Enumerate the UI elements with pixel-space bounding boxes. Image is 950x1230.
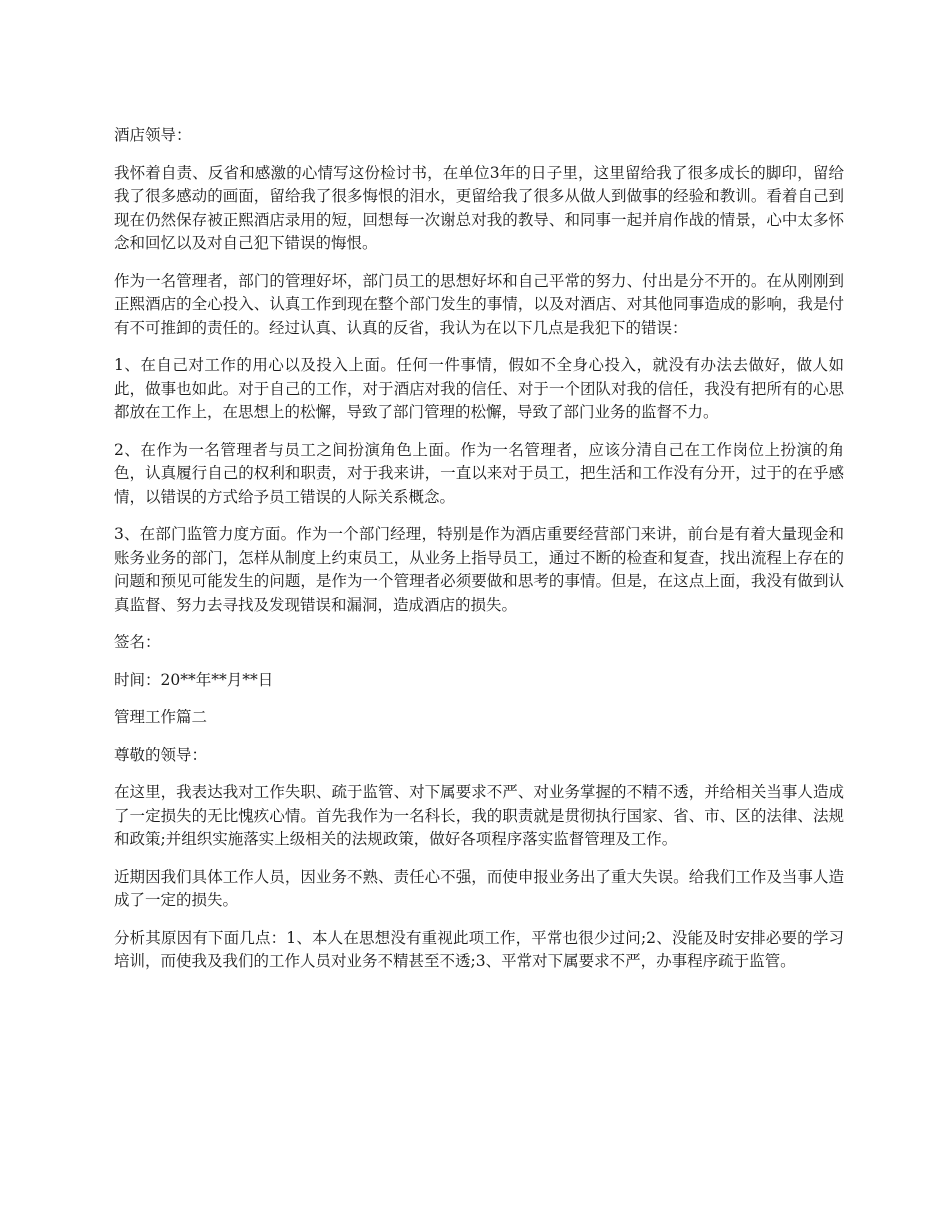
salutation-hotel-leader: 酒店领导： [114, 126, 192, 144]
paragraph-point-3: 3、在部门监管力度方面。作为一个部门经理，特别是作为酒店重要经营部门来讲，前台是有着大量现金和账务业务的部门，怎样从制度上约束员工，从业务上指导员工，通过不断的检查和复查，找出流程上存在的问题和预见可能发生的问题，是作为一个管理者必须要做和思考的事情。但是，在这点上面，我没有做到认真监督、努力去寻找及发现错误和漏洞，造成酒店的损失。 [114, 525, 844, 614]
paragraph-recent-issue: 近期因我们具体工作人员，因业务不熟、责任心不强，而使申报业务出了重大失误。给我们工作及当事人造成了一定的损失。 [114, 867, 844, 909]
salutation-respected-leader: 尊敬的领导： [114, 745, 208, 764]
paragraph-point-2: 2、在作为一名管理者与员工之间扮演角色上面。作为一名管理者，应该分清自己在工作岗位上扮演的角色，认真履行自己的权利和职责，对于我来讲，一直以来对于员工，把生活和工作没有分开，过于的在乎感情，以错误的方式给予员工错误的人际关系概念。 [114, 440, 844, 506]
document-body [114, 124, 844, 988]
paragraph-analysis: 分析其原因有下面几点：1、本人在思想没有重视此项工作，平常也很少过问;2、没能及时安排必要的学习培训，而使我及我们的工作人员对业务不精甚至不透;3、平常对下属要求不严，办事程序疏于监管。 [114, 928, 844, 970]
section-heading: 管理工作篇二 [114, 708, 208, 726]
date-line: 时间：20**年**月**日 [114, 670, 274, 689]
signature-line: 签名： [114, 633, 161, 651]
paragraph-point-1: 1、在自己对工作的用心以及投入上面。任何一件事情，假如不全身心投入，就没有办法去做好，做人如此，做事也如此。对于自己的工作，对于酒店对我的信任、对于一个团队对我的信任，我没有把所有的心思都放在工作上，在思想上的松懈，导致了部门管理的松懈，导致了部门业务的监督不力。 [114, 356, 844, 421]
paragraph-manager-responsibility: 作为一名管理者，部门的管理好坏，部门员工的思想好坏和自己平常的努力、付出是分不开的。在从刚刚到正熙酒店的全心投入、认真工作到现在整个部门发生的事情，以及对酒店、对其他同事造成的影响，我是付有不可推卸的责任的。经过认真、认真的反省，我认为在以下几点是我犯下的错误： [114, 271, 844, 337]
paragraph-intro: 我怀着自责、反省和感激的心情写这份检讨书，在单位3年的日子里，这里留给我了很多成长的脚印，留给我了很多感动的画面，留给我了很多悔恨的泪水，更留给我了很多从做人到做事的经验和教训。看着自己到现在仍然保存被正熙酒店录用的短，回想每一次谢总对我的教导、和同事一起并肩作战的情景，心中太多怀念和回忆以及对自己犯下错误的悔恨。 [114, 163, 844, 252]
paragraph-apology: 在这里，我表达我对工作失职、疏于监管、对下属要求不严、对业务掌握的不精不透，并给相关当事人造成了一定损失的无比愧疚心情。首先我作为一名科长，我的职责就是贯彻执行国家、省、市、区的法律、法规和政策;并组织实施落实上级相关的法规政策，做好各项程序落实监督管理及工作。 [114, 783, 844, 848]
